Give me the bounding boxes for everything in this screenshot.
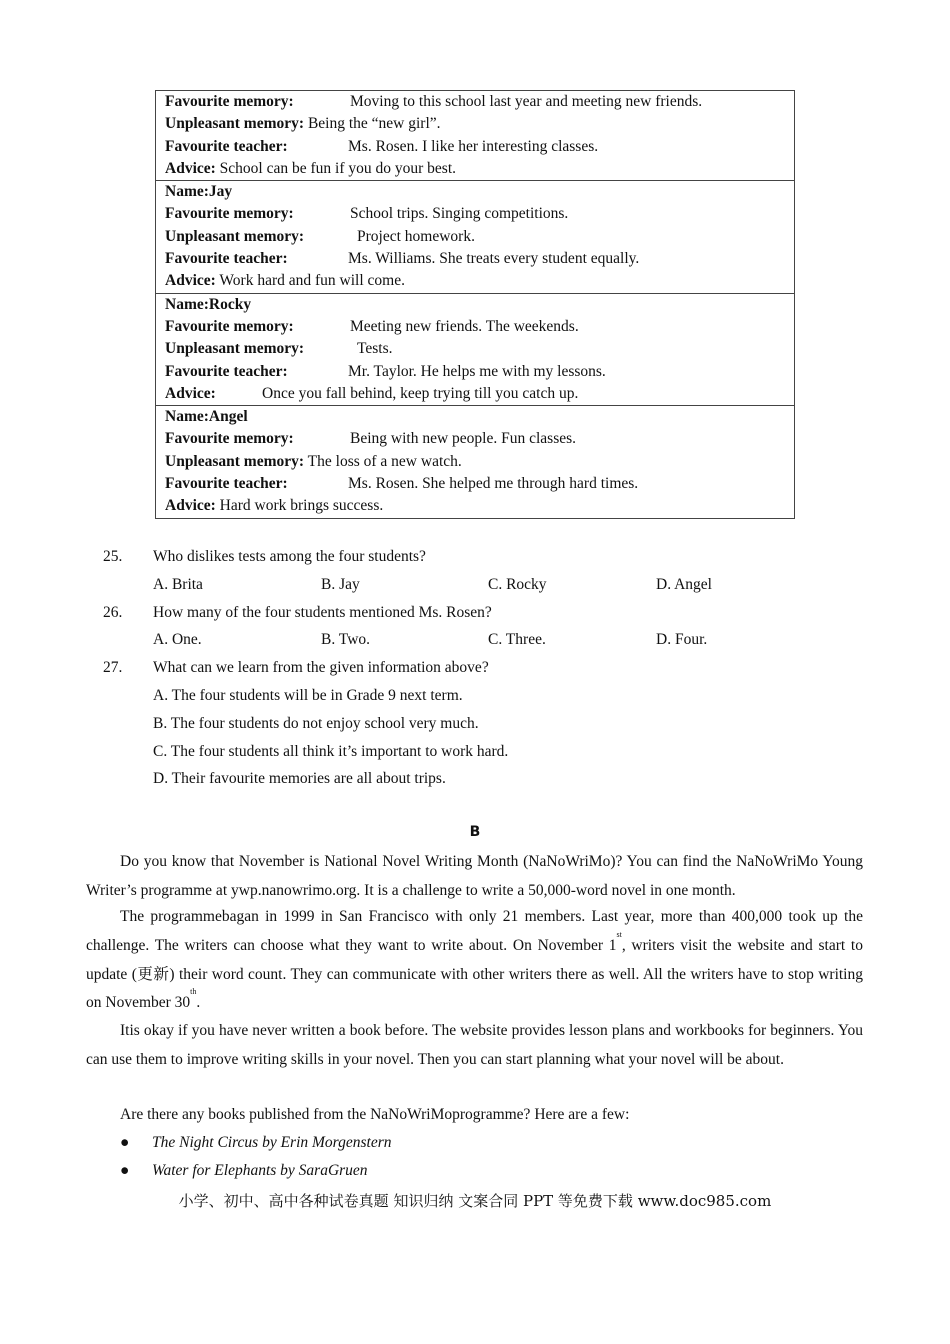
option-d: D. Four. [656, 631, 708, 648]
field-value: Moving to this school last year and meeting new friends. [350, 93, 703, 110]
unpleasant-memory-row [165, 451, 785, 473]
field-label: Advice: [165, 384, 216, 402]
favourite-teacher-row [165, 136, 785, 158]
field-label: Favourite teacher: [165, 137, 288, 155]
field-value: Project homework. [357, 227, 475, 245]
student-name: Name:Angel [165, 408, 248, 426]
bullet-icon: ● [120, 1134, 130, 1151]
paragraph-4: Are there any books published from the NaNoWriMoprogramme? Here are a few: [120, 1106, 630, 1123]
option-b: B. Jay [321, 576, 360, 593]
field-label: Unpleasant memory: [165, 452, 305, 470]
option-c: C. Three. [488, 631, 546, 648]
book-title: The Night Circus by Erin Morgenstern [152, 1134, 392, 1151]
option-c: C. Rocky [488, 576, 547, 593]
advice-row [165, 158, 785, 180]
profile-angel [156, 405, 794, 517]
favourite-teacher-row [165, 473, 785, 495]
field-label: Advice: [165, 272, 216, 290]
book-list-item [120, 1129, 392, 1157]
field-value: Tests. [357, 340, 393, 358]
advice-row [165, 270, 785, 292]
question-text: What can we learn from the given information above? [153, 659, 489, 676]
question-number: 26. [103, 604, 123, 621]
field-label: Advice: [165, 497, 216, 515]
field-label: Favourite teacher: [165, 362, 288, 380]
field-value: School can be fun if you do your best. [219, 159, 457, 177]
profile-brita [156, 91, 794, 180]
paragraph-2-text: . [196, 994, 201, 1012]
paragraph-2-text: , writers visit the website and start to update (更新) their word count. They can communicate with other writers there as well. All the writers have to stop writing on November 30 [86, 936, 863, 1012]
field-label: Unpleasant memory: [165, 340, 305, 358]
option-d: D. Their favourite memories are all about trips. [153, 770, 446, 787]
question-text: Who dislikes tests among the four students? [153, 548, 426, 565]
option-a: A. Brita [153, 576, 203, 593]
ordinal-suffix: th [190, 987, 197, 997]
field-value: Mr. Taylor. He helps me with my lessons. [348, 362, 606, 380]
book-title: Water for Elephants by SaraGruen [152, 1162, 368, 1179]
question-text: How many of the four students mentioned Ms. Rosen? [153, 604, 492, 621]
question-number: 25. [103, 548, 123, 565]
field-label: Favourite teacher: [165, 475, 288, 493]
favourite-memory-row [165, 428, 785, 450]
unpleasant-memory-row [165, 113, 785, 135]
field-value: Ms. Rosen. I like her interesting classes. [348, 137, 599, 155]
section-title: B [469, 824, 481, 840]
field-value: Being with new people. Fun classes. [350, 430, 577, 448]
favourite-memory-row [165, 91, 785, 113]
ordinal-suffix: st [616, 929, 622, 939]
field-value: Meeting new friends. The weekends. [350, 317, 579, 335]
field-label: Unpleasant memory: [165, 227, 305, 245]
option-d: D. Angel [656, 576, 712, 593]
book-list-item [120, 1157, 368, 1185]
field-value: Ms. Rosen. She helped me through hard times. [348, 475, 639, 493]
field-value: Once you fall behind, keep trying till you catch up. [262, 384, 579, 402]
option-b: B. The four students do not enjoy school very much. [153, 715, 479, 732]
unpleasant-memory-row [165, 338, 785, 360]
field-label: Favourite memory: [165, 93, 294, 110]
paragraph-2-text: The programmebagan in 1999 in San Francisco with only 21 members. Last year, more than 400,000 took up the challenge. The writers can choose what they want to write about. On November 1 [86, 908, 863, 954]
option-c: C. The four students all think it’s important to work hard. [153, 743, 509, 760]
paragraph-3: Itis okay if you have never written a book before. The website provides lesson plans and workbooks for beginners. You can use them to improve writing skills in your novel. Then you can start planning what your novel will be about. [86, 1022, 863, 1068]
advice-row [165, 383, 785, 405]
option-b: B. Two. [321, 631, 371, 648]
paragraph-1: Do you know that November is National Novel Writing Month (NaNoWriMo)? You can find the NaNoWriMo Young Writer’s programme at ywp.nanowrimo.org. It is a challenge to write a 50,000-word novel in one month. [86, 853, 863, 899]
option-a: A. One. [153, 631, 202, 648]
field-label: Favourite memory: [165, 317, 294, 335]
name-row [165, 181, 785, 203]
profile-jay [156, 180, 794, 292]
field-label: Favourite memory: [165, 205, 294, 223]
option-a: A. The four students will be in Grade 9 next term. [153, 687, 463, 704]
field-label: Favourite teacher: [165, 250, 288, 268]
student-name: Name:Jay [165, 183, 233, 201]
field-value: The loss of a new watch. [307, 452, 462, 470]
field-value: Ms. Williams. She treats every student equally. [348, 250, 640, 268]
field-value: Being the “new girl”. [307, 115, 441, 133]
unpleasant-memory-row [165, 226, 785, 248]
advice-row [165, 495, 785, 517]
field-value: Hard work brings success. [219, 497, 384, 515]
question-number: 27. [103, 659, 123, 676]
favourite-teacher-row [165, 361, 785, 383]
bullet-icon: ● [120, 1162, 130, 1179]
field-label: Favourite memory: [165, 430, 294, 448]
name-row [165, 294, 785, 316]
profile-rocky [156, 293, 794, 405]
favourite-memory-row [165, 316, 785, 338]
field-value: Work hard and fun will come. [219, 272, 405, 290]
student-profiles-table [155, 90, 795, 519]
paragraph-2 [86, 903, 863, 1018]
field-label: Unpleasant memory: [165, 115, 305, 133]
name-row [165, 406, 785, 428]
page-footer: 小学、初中、高中各种试卷真题 知识归纳 文案合同 PPT 等免费下载 www.doc985.com [178, 1192, 772, 1210]
field-value: School trips. Singing competitions. [350, 205, 569, 223]
student-name: Name:Rocky [165, 295, 252, 313]
favourite-memory-row [165, 203, 785, 225]
field-label: Advice: [165, 159, 216, 177]
favourite-teacher-row [165, 248, 785, 270]
